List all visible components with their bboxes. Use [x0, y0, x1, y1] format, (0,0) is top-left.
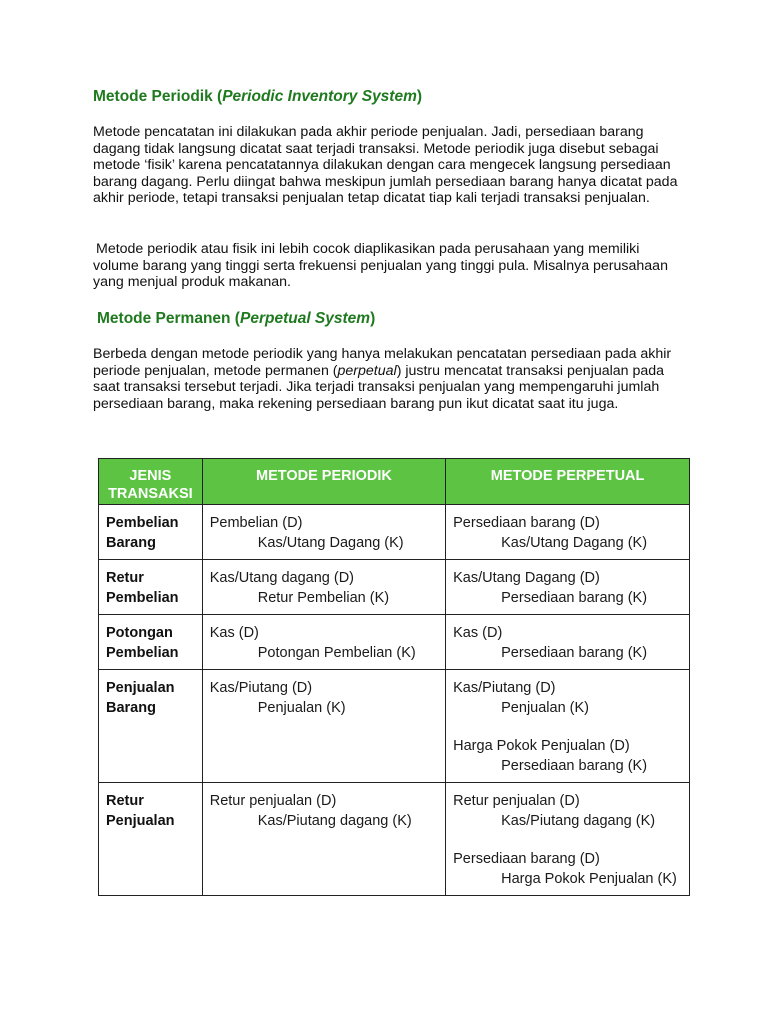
paragraph-periodik-1: Metode pencatatan ini dilakukan pada akhir periode penjualan. Jadi, persediaan barang dagang tidak langsung dicatat saat terjadi transaksi. Metode periodik juga disebut sebagai metode ‘fisik’ karena pencatatannya dilakukan dengan cara mengecek langsung persediaan barang dagang. Perlu diingat bahwa meskipun jumlah persediaan barang hanya dicatat pada akhir periode, tetapi transaksi penjualan tetap dicatat tiap kali terjadi transaksi penjualan.	[93, 124, 678, 207]
credit-entry: Persediaan barang (K)	[501, 758, 648, 774]
credit-entry: Harga Pokok Penjualan (K)	[501, 871, 677, 887]
debit-entry: Pembelian (D)	[209, 515, 303, 531]
title-text: Metode Periodik (	[93, 88, 223, 105]
table-row	[99, 560, 690, 615]
type-text: Retur	[106, 570, 144, 586]
section-title-perpetual	[97, 310, 375, 328]
debit-entry: Kas/Piutang (D)	[453, 680, 556, 696]
type-text: Penjualan	[106, 813, 175, 829]
debit-entry: Persediaan barang (D)	[453, 851, 600, 867]
debit-entry: Retur penjualan (D)	[453, 793, 580, 809]
credit-entry: Penjualan (K)	[501, 700, 589, 716]
perpetual-entry-cell	[446, 560, 690, 615]
type-text: Pembelian	[106, 590, 179, 606]
transaction-type-cell	[99, 783, 203, 896]
debit-entry: Persediaan barang (D)	[453, 515, 600, 531]
perpetual-entry-cell	[446, 783, 690, 896]
perpetual-entry-cell	[446, 615, 690, 670]
credit-entry: Penjualan (K)	[257, 700, 346, 716]
debit-entry: Kas (D)	[209, 625, 259, 641]
transaction-type-cell	[99, 505, 203, 560]
debit-entry: Kas/Utang Dagang (D)	[453, 570, 600, 586]
debit-entry: Retur penjualan (D)	[209, 793, 337, 809]
header-periodic-method: METODE PERIODIK	[202, 459, 445, 505]
text-span: Berbeda dengan metode periodik yang hanya melakukan pencatatan persediaan pada akhir periode penjualan, metode permanen (	[93, 346, 672, 379]
transaction-type-cell	[99, 560, 203, 615]
transaction-type-cell	[99, 615, 203, 670]
periodic-entry-cell	[202, 505, 445, 560]
credit-entry: Kas/Utang Dagang (K)	[257, 535, 404, 551]
paragraph-perpetual	[93, 346, 678, 412]
type-text: Penjualan	[106, 680, 175, 696]
debit-entry: Kas/Utang dagang (D)	[209, 570, 355, 586]
table-row	[99, 670, 690, 783]
type-text: Barang	[106, 535, 156, 551]
type-text: Pembelian	[106, 515, 179, 531]
table-header-row	[99, 459, 690, 505]
perpetual-entry-cell	[446, 670, 690, 783]
header-text: JENIS	[129, 468, 172, 484]
type-text: Potongan	[106, 625, 173, 641]
credit-entry: Kas/Utang Dagang (K)	[501, 535, 648, 551]
title-italic: Perpetual System	[239, 310, 371, 327]
header-text: TRANSAKSI	[108, 486, 193, 502]
table-row	[99, 783, 690, 896]
title-text: )	[370, 310, 376, 327]
periodic-entry-cell	[202, 615, 445, 670]
debit-entry: Harga Pokok Penjualan (D)	[453, 738, 630, 754]
table-row	[99, 615, 690, 670]
type-text: Retur	[106, 793, 144, 809]
credit-entry: Persediaan barang (K)	[501, 590, 648, 606]
text-span: ) justru mencatat transaksi penjualan pada saat transaksi tersebut terjadi. Jika terjadi transaksi penjualan yang mempengaruhi jumlah persediaan barang, maka rekening persediaan barang pun ikut dicatat saat itu juga.	[93, 362, 665, 412]
header-perpetual-method: METODE PERPETUAL	[446, 459, 690, 505]
italic-span: perpetual	[337, 362, 397, 379]
credit-entry: Potongan Pembelian (K)	[257, 645, 416, 661]
paragraph-periodik-2: Metode periodik atau fisik ini lebih cocok diaplikasikan pada perusahaan yang memiliki volume barang yang tinggi serta frekuensi penjualan yang tinggi pula. Misalnya perusahaan yang menjual produk makanan.	[93, 241, 668, 291]
credit-entry: Kas/Piutang dagang (K)	[501, 813, 656, 829]
type-text: Pembelian	[106, 645, 179, 661]
debit-entry: Kas (D)	[453, 625, 503, 641]
perpetual-entry-cell	[446, 505, 690, 560]
type-text: Barang	[106, 700, 156, 716]
table-row	[99, 505, 690, 560]
credit-entry: Persediaan barang (K)	[501, 645, 648, 661]
title-text: )	[416, 88, 423, 105]
periodic-entry-cell	[202, 670, 445, 783]
credit-entry: Kas/Piutang dagang (K)	[257, 813, 412, 829]
journal-comparison-table	[98, 458, 690, 896]
debit-entry: Kas/Piutang (D)	[209, 680, 313, 696]
title-text: Metode Permanen (	[97, 310, 240, 327]
periodic-entry-cell	[202, 783, 445, 896]
credit-entry: Retur Pembelian (K)	[257, 590, 390, 606]
transaction-type-cell	[99, 670, 203, 783]
periodic-entry-cell	[202, 560, 445, 615]
section-title-periodik	[93, 88, 422, 106]
header-transaction-type	[99, 459, 203, 505]
title-italic: Periodic Inventory System	[222, 88, 417, 105]
